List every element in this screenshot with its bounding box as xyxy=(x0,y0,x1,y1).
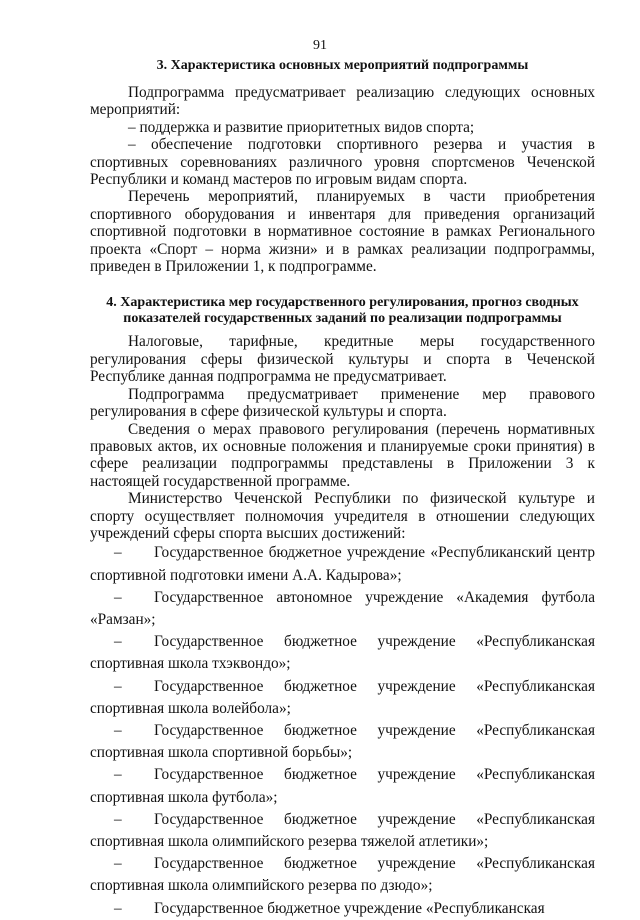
section-3-list-paragraph: Перечень мероприятий, планируемых в части приобретения спортивного оборудования и инвентаря для приведения организаций спортивной подготовки в нормативное состояние в рамках Регионального проекта «Спорт – норма жизни» и в рамках реализации подпрограммы, приведен в Приложении 1, к подпрограмме. xyxy=(90,188,595,276)
institution-text: Государственное бюджетное учреждение «Республиканская спортивная школа тхэквондо»; xyxy=(90,633,595,673)
page-content xyxy=(90,58,595,920)
page-number: 91 xyxy=(313,38,327,53)
section-4-paragraph: Министерство Чеченской Республики по физической культуре и спорту осуществляет полномочия учредителя в отношении следующих учреждений сферы спорта высших достижений: xyxy=(90,490,595,542)
institution-text: Государственное бюджетное учреждение «Республиканская спортивная школа футбола»; xyxy=(90,766,595,806)
section-3-bullet: – поддержка и развитие приоритетных видов спорта; xyxy=(128,118,475,136)
list-dash: – xyxy=(114,633,122,651)
list-dash: – xyxy=(114,810,122,828)
institution-text: Государственное бюджетное учреждение «Республиканская спортивная школа волейбола»; xyxy=(90,677,595,717)
institution-text: Государственное бюджетное учреждение «Республиканская xyxy=(154,899,545,917)
section-3-heading: 3. Характеристика основных мероприятий подпрограммы xyxy=(156,58,529,73)
institution-list-item xyxy=(90,809,595,853)
institution-list-item xyxy=(90,631,595,675)
section-4-paragraph: Налоговые, тарифные, кредитные меры государственного регулирования сферы физической культуры и спорта в Чеченской Республике данная подпрограмма не предусматривает. xyxy=(90,333,595,386)
institution-list-item xyxy=(90,676,595,720)
section-4-paragraph: Сведения о мерах правового регулирования (перечень нормативных правовых актов, их основные положения и планируемые сроки принятия) в сфере реализации подпрограммы представлены в Приложении 3 к настоящей государственной программе. xyxy=(90,420,595,490)
institution-list-item xyxy=(90,587,595,631)
list-dash: – xyxy=(114,588,122,606)
list-dash: – xyxy=(114,677,122,695)
section-3-bullet: – обеспечение подготовки спортивного резерва и участия в спортивных соревнованиях различного уровня спортсменов Чеченской Республики и команд мастеров по игровым видам спорта. xyxy=(90,136,595,189)
list-dash: – xyxy=(114,855,122,873)
list-dash: – xyxy=(114,544,122,562)
institution-list-item xyxy=(90,898,595,920)
list-dash: – xyxy=(114,899,122,917)
institution-list-item xyxy=(90,720,595,764)
institution-text: Государственное бюджетное учреждение «Республиканская спортивная школа олимпийского резерва по дзюдо»; xyxy=(90,855,595,895)
section-4-paragraph: Подпрограмма предусматривает применение мер правового регулирования в сфере физической культуры и спорта. xyxy=(90,385,595,421)
institution-list-item xyxy=(90,542,595,586)
institution-text: Государственное бюджетное учреждение «Республиканская спортивная школа олимпийского резерва тяжелой атлетики»; xyxy=(90,810,595,850)
section-3-intro: Подпрограмма предусматривает реализацию следующих основных мероприятий: xyxy=(90,84,595,119)
institution-text: Государственное бюджетное учреждение «Республиканская спортивная школа спортивной борьбы»; xyxy=(90,721,595,762)
list-dash: – xyxy=(114,721,122,739)
institution-list-item xyxy=(90,764,595,808)
institution-text: Государственное автономное учреждение «Академия футбола «Рамзан»; xyxy=(90,588,595,628)
institution-list-item xyxy=(90,853,595,897)
institution-text: Государственное бюджетное учреждение «Республиканский центр спортивной подготовки имени А.А. Кадырова»; xyxy=(90,544,595,584)
list-dash: – xyxy=(114,766,122,784)
section-4-heading: 4. Характеристика мер государственного регулирования, прогноз сводных показателей государственных заданий по реализации подпрограммы xyxy=(106,295,579,327)
